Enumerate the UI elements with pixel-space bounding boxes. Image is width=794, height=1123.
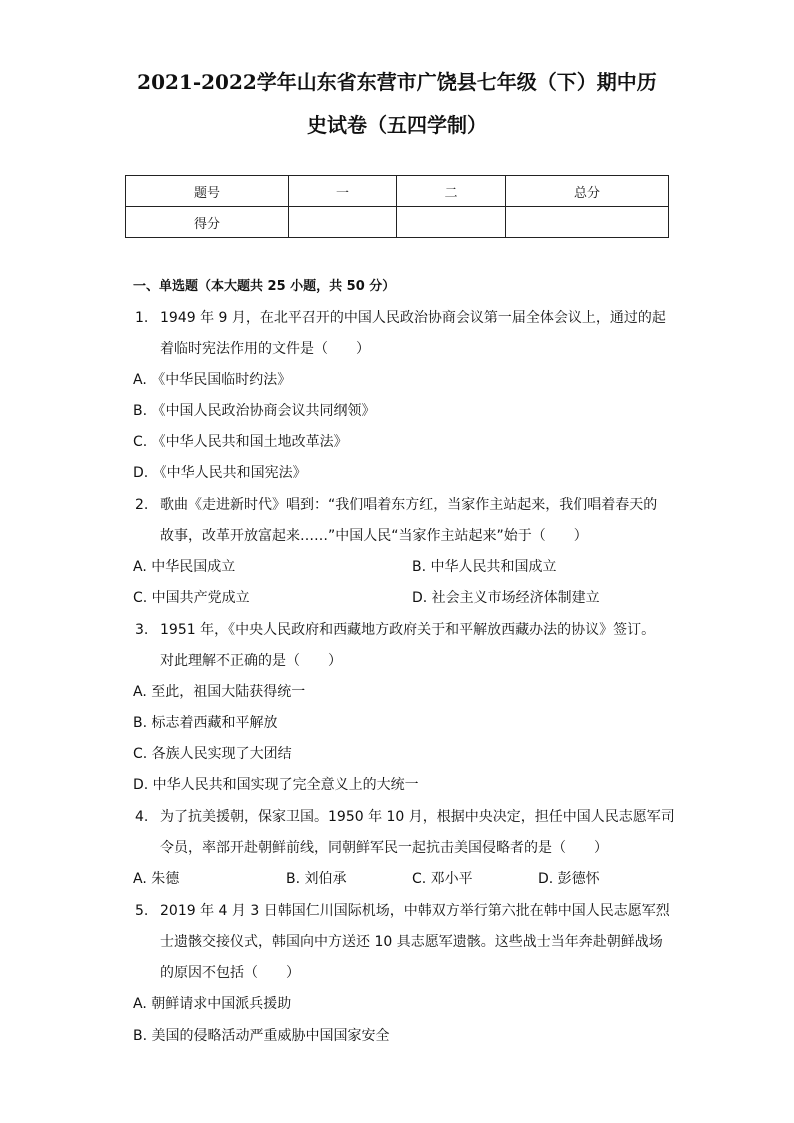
answer-option[interactable]: A. 朝鲜请求中国派兵援助	[133, 996, 292, 1012]
score-table-header-row	[126, 176, 669, 207]
answer-option[interactable]: D. 《中华人民共和国宪法》	[133, 465, 307, 481]
score-header-total: 总分	[506, 176, 669, 207]
score-header-part1: 一	[289, 176, 397, 207]
question-text: 2019 年 4 月 3 日韩国仁川国际机场，中韩双方举行第六批在韩中国人民志愿军烈	[160, 903, 670, 919]
answer-option[interactable]: B. 美国的侵略活动严重威胁中国国家安全	[133, 1028, 390, 1044]
score-cell-total[interactable]	[506, 207, 669, 238]
question-text: 令员，率部开赴朝鲜前线，同朝鲜军民一起抗击美国侵略者的是（ ）	[160, 840, 608, 856]
score-row-label: 得分	[126, 207, 289, 238]
question-text: 1951 年，《中央人民政府和西藏地方政府关于和平解放西藏办法的协议》签订。	[160, 622, 656, 638]
answer-option[interactable]: B. 中华人民共和国成立	[412, 559, 557, 575]
answer-option[interactable]: C. 邓小平	[412, 871, 473, 887]
question-text: 为了抗美援朝，保家卫国。1950 年 10 月，根据中央决定，担任中国人民志愿军司	[160, 809, 675, 825]
section-heading: 一、单选题（本大题共 25 小题，共 50 分）	[133, 279, 396, 294]
answer-option[interactable]: A. 《中华民国临时约法》	[133, 372, 292, 388]
answer-option[interactable]: C. 中国共产党成立	[133, 590, 250, 606]
answer-option[interactable]: A. 至此，祖国大陆获得统一	[133, 684, 306, 700]
answer-option[interactable]: A. 朱德	[133, 871, 180, 887]
answer-option[interactable]: B. 标志着西藏和平解放	[133, 715, 278, 731]
answer-option[interactable]: C. 《中华人民共和国土地改革法》	[133, 434, 348, 450]
question-number: 2.	[135, 497, 149, 513]
exam-title-line2: 史试卷（五四学制）	[307, 113, 487, 137]
exam-title-line1: 2021-2022学年山东省东营市广饶县七年级（下）期中历	[137, 70, 657, 94]
score-header-part2: 二	[397, 176, 506, 207]
question-number: 1.	[135, 310, 149, 326]
question-text: 对此理解不正确的是（ ）	[160, 653, 342, 669]
answer-option[interactable]: D. 中华人民共和国实现了完全意义上的大统一	[133, 777, 419, 793]
score-cell-part1[interactable]	[289, 207, 397, 238]
question-text: 故事，改革开放富起来……”中国人民“当家作主站起来”始于（ ）	[160, 528, 588, 544]
answer-option[interactable]: B. 《中国人民政治协商会议共同纲领》	[133, 403, 376, 419]
answer-option[interactable]: C. 各族人民实现了大团结	[133, 746, 292, 762]
question-text: 的原因不包括（ ）	[160, 965, 300, 981]
answer-option[interactable]: A. 中华民国成立	[133, 559, 236, 575]
answer-option[interactable]: B. 刘伯承	[286, 871, 347, 887]
question-text: 1949 年 9 月，在北平召开的中国人民政治协商会议第一届全体会议上，通过的起	[160, 310, 666, 326]
score-table	[125, 175, 669, 238]
answer-option[interactable]: D. 彭德怀	[538, 871, 600, 887]
score-header-question-no: 题号	[126, 176, 289, 207]
question-text: 着临时宪法作用的文件是（ ）	[160, 341, 370, 357]
question-text: 歌曲《走进新时代》唱到：“我们唱着东方红，当家作主站起来，我们唱着春天的	[160, 497, 658, 513]
question-number: 4.	[135, 809, 149, 825]
question-number: 5.	[135, 903, 149, 919]
answer-option[interactable]: D. 社会主义市场经济体制建立	[412, 590, 600, 606]
question-text: 士遗骸交接仪式，韩国向中方送还 10 具志愿军遗骸。这些战士当年奔赴朝鲜战场	[160, 934, 663, 950]
score-table-score-row	[126, 207, 669, 238]
question-number: 3.	[135, 622, 149, 638]
score-cell-part2[interactable]	[397, 207, 506, 238]
